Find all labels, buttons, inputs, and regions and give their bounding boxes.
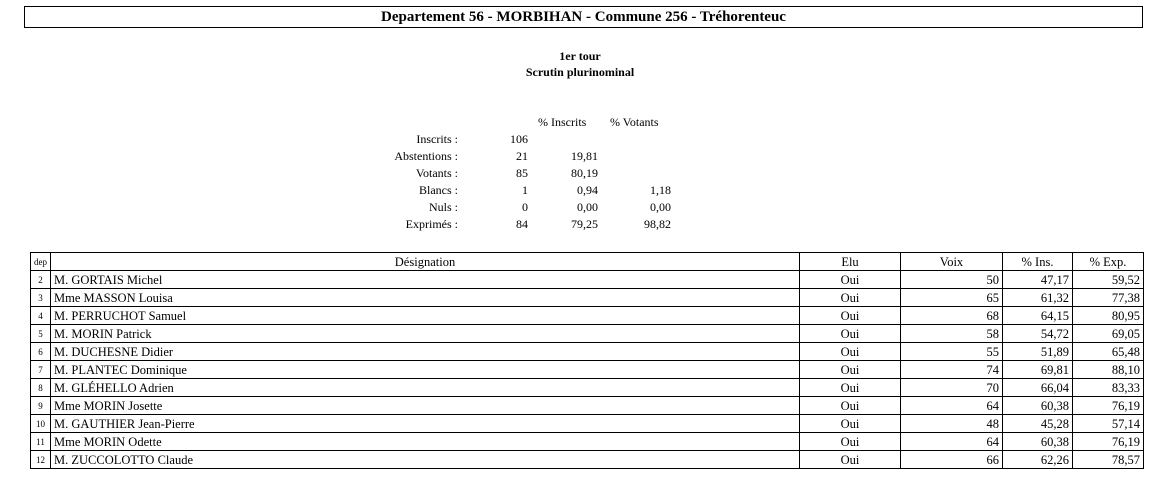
results-table [30, 252, 1144, 469]
elected-cell: Oui [800, 289, 901, 307]
elected-cell: Oui [800, 361, 901, 379]
dep-cell: 2 [31, 271, 51, 289]
summary-pct-inscrits: 80,19 [571, 166, 598, 180]
elected-cell: Oui [800, 325, 901, 343]
dep-cell: 7 [31, 361, 51, 379]
dep-cell: 4 [31, 307, 51, 325]
pct-ins-cell: 64,15 [1003, 307, 1073, 325]
dep-cell: 11 [31, 433, 51, 451]
candidate-name: M. GAUTHIER Jean-Pierre [51, 415, 800, 433]
summary-pct-votants: 98,82 [644, 217, 671, 231]
elected-cell: Oui [800, 433, 901, 451]
dep-cell: 5 [31, 325, 51, 343]
pct-exp-cell: 69,05 [1073, 325, 1144, 343]
table-row [31, 307, 1144, 325]
pct-exp-cell: 59,52 [1073, 271, 1144, 289]
pct-ins-cell: 69,81 [1003, 361, 1073, 379]
candidate-name: Mme MASSON Louisa [51, 289, 800, 307]
voix-header: Voix [901, 253, 1003, 271]
table-row [31, 397, 1144, 415]
table-row [31, 451, 1144, 469]
dep-cell: 8 [31, 379, 51, 397]
pct-ins-cell: 60,38 [1003, 433, 1073, 451]
votes-cell: 74 [901, 361, 1003, 379]
pct-ins-cell: 51,89 [1003, 343, 1073, 361]
dep-cell: 3 [31, 289, 51, 307]
elected-cell: Oui [800, 451, 901, 469]
pct-ins-cell: 54,72 [1003, 325, 1073, 343]
dep-header: dep [31, 253, 51, 271]
candidate-name: M. ZUCCOLOTTO Claude [51, 451, 800, 469]
summary-label: Abstentions : [394, 149, 458, 163]
pct-ins-cell: 47,17 [1003, 271, 1073, 289]
summary-label: Inscrits : [416, 132, 458, 146]
candidate-name: Mme MORIN Josette [51, 397, 800, 415]
elected-cell: Oui [800, 415, 901, 433]
pct-exp-cell: 77,38 [1073, 289, 1144, 307]
votes-cell: 68 [901, 307, 1003, 325]
votes-cell: 58 [901, 325, 1003, 343]
table-row [31, 343, 1144, 361]
summary-label: Votants : [415, 166, 458, 180]
pct-exp-cell: 65,48 [1073, 343, 1144, 361]
pct-exp-cell: 76,19 [1073, 433, 1144, 451]
candidate-name: M. GORTAIS Michel [51, 271, 800, 289]
page-title: Departement 56 - MORBIHAN - Commune 256 - Tréhorenteuc [24, 6, 1143, 28]
pct-ins-cell: 61,32 [1003, 289, 1073, 307]
votes-cell: 64 [901, 433, 1003, 451]
votes-cell: 65 [901, 289, 1003, 307]
dep-cell: 10 [31, 415, 51, 433]
table-row [31, 379, 1144, 397]
pct-ins-cell: 45,28 [1003, 415, 1073, 433]
elected-cell: Oui [800, 307, 901, 325]
elected-cell: Oui [800, 379, 901, 397]
table-row [31, 325, 1144, 343]
summary-pct-votants: 1,18 [650, 183, 671, 197]
pct-exp-header: % Exp. [1073, 253, 1144, 271]
dep-cell: 6 [31, 343, 51, 361]
votes-cell: 66 [901, 451, 1003, 469]
pct-inscrits-header: % Inscrits [538, 115, 587, 129]
summary-pct-votants: 0,00 [650, 200, 671, 214]
summary-label: Blancs : [419, 183, 458, 197]
summary-label: Nuls : [428, 200, 458, 214]
table-row [31, 433, 1144, 451]
pct-exp-cell: 88,10 [1073, 361, 1144, 379]
round-label: 1er tour [559, 49, 601, 63]
candidate-name: M. GLÉHELLO Adrien [51, 379, 800, 397]
summary-count: 0 [522, 200, 528, 214]
table-row [31, 361, 1144, 379]
summary-count: 84 [516, 217, 528, 231]
pct-votants-header: % Votants [610, 115, 659, 129]
pct-ins-cell: 62,26 [1003, 451, 1073, 469]
elu-header: Elu [800, 253, 901, 271]
summary-pct-inscrits: 19,81 [571, 149, 598, 163]
summary-pct-inscrits: 0,00 [577, 200, 598, 214]
dep-cell: 9 [31, 397, 51, 415]
results-header-row [31, 253, 1144, 271]
votes-cell: 64 [901, 397, 1003, 415]
summary-pct-inscrits: 79,25 [571, 217, 598, 231]
pct-exp-cell: 57,14 [1073, 415, 1144, 433]
pct-exp-cell: 78,57 [1073, 451, 1144, 469]
candidate-name: M. DUCHESNE Didier [51, 343, 800, 361]
table-row [31, 289, 1144, 307]
designation-header: Désignation [51, 253, 800, 271]
pct-exp-cell: 83,33 [1073, 379, 1144, 397]
elected-cell: Oui [800, 343, 901, 361]
pct-exp-cell: 76,19 [1073, 397, 1144, 415]
pct-ins-cell: 66,04 [1003, 379, 1073, 397]
elected-cell: Oui [800, 271, 901, 289]
table-row [31, 271, 1144, 289]
table-row [31, 415, 1144, 433]
pct-ins-cell: 60,38 [1003, 397, 1073, 415]
summary-count: 106 [510, 132, 528, 146]
pct-exp-cell: 80,95 [1073, 307, 1144, 325]
summary-pct-inscrits: 0,94 [577, 183, 598, 197]
candidate-name: M. PLANTEC Dominique [51, 361, 800, 379]
candidate-name: M. PERRUCHOT Samuel [51, 307, 800, 325]
votes-cell: 70 [901, 379, 1003, 397]
elected-cell: Oui [800, 397, 901, 415]
summary-label: Exprimés : [405, 217, 458, 231]
votes-cell: 48 [901, 415, 1003, 433]
votes-cell: 55 [901, 343, 1003, 361]
summary-count: 85 [516, 166, 528, 180]
candidate-name: Mme MORIN Odette [51, 433, 800, 451]
ballot-type-label: Scrutin plurinominal [525, 65, 635, 79]
pct-ins-header: % Ins. [1003, 253, 1073, 271]
votes-cell: 50 [901, 271, 1003, 289]
candidate-name: M. MORIN Patrick [51, 325, 800, 343]
dep-cell: 12 [31, 451, 51, 469]
summary-count: 21 [516, 149, 528, 163]
summary-count: 1 [522, 183, 528, 197]
